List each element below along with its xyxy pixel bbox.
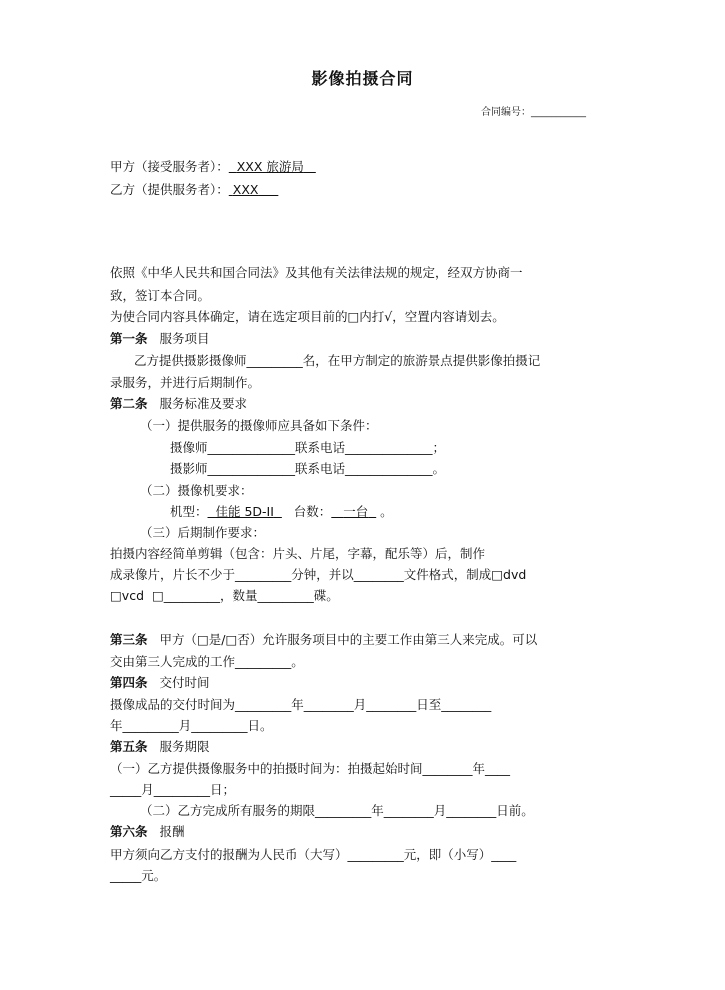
heading-gap [148, 331, 160, 346]
camera-model-line [170, 503, 393, 521]
article-2-line: □vcd □_________，数量_________碟。 [110, 588, 339, 603]
party-b-prefix: 乙方（提供服务者）： [110, 182, 229, 197]
party-a-line [110, 158, 316, 176]
model-value-underline-trail [274, 504, 282, 519]
article-1-line: 录服务，并进行后期制作。 [110, 375, 261, 390]
line-end-punct: 。 [376, 504, 393, 519]
article-1-line: 乙方提供摄影摄像师_________名，在甲方制定的旅游景点提供影像拍摄记 [134, 353, 541, 368]
article-3-line: 交由第三人完成的工作_________。 [110, 654, 304, 669]
count-value-underline-lead [331, 504, 343, 519]
article-2-heading [110, 395, 247, 413]
model-value: 佳能 5D-II [215, 504, 274, 519]
heading-gap [148, 396, 160, 411]
article-4-heading [110, 674, 209, 692]
count-label: 台数： [293, 504, 332, 519]
party-a-value: XXX 旅游局 [236, 159, 304, 174]
model-label: 机型： [170, 504, 208, 519]
article-6-line: 甲方须向乙方支付的报酬为人民币（大写）_________元，即（小写）____ [110, 847, 517, 862]
article-5-line: （二）乙方完成所有服务的期限_________年________月________日前。 [140, 803, 534, 818]
article-4-title: 交付时间 [159, 675, 210, 690]
article-3-label: 第三条 [110, 632, 148, 647]
article-2-line: 成录像片，片长不少于_________分钟，并以________文件格式，制成□dvd [110, 567, 527, 582]
heading-gap [148, 824, 160, 839]
article-2-subsection: （三）后期制作要求： [140, 525, 266, 540]
count-value: 一台 [343, 504, 369, 519]
article-5-line: _____月_________日； [110, 782, 236, 797]
intro-line: 致，签订本合同。 [110, 288, 211, 303]
party-b-value: XXX [232, 182, 259, 197]
article-5-line: （一）乙方提供摄像服务中的拍摄时间为：拍摄起始时间________年____ [110, 761, 511, 776]
party-b-underline-trail [258, 182, 278, 197]
article-6-heading [110, 823, 184, 841]
contract-number: 合同编号：___________ [481, 107, 586, 118]
article-3-text: 甲方（□是/□否）允许服务项目中的主要工作由第三人来完成。可以 [159, 632, 538, 647]
article-5-heading [110, 738, 209, 756]
article-2-line: 拍摄内容经简单剪辑（包含：片头、片尾，字幕，配乐等）后，制作 [110, 546, 486, 561]
heading-gap [148, 675, 160, 690]
article-2-label: 第二条 [110, 396, 148, 411]
article-6-label: 第六条 [110, 824, 148, 839]
party-a-prefix: 甲方（接受服务者）： [110, 159, 229, 174]
intro-line: 为使合同内容具体确定，请在选定项目前的□内打√，空置内容请划去。 [110, 309, 505, 324]
article-1-title: 服务项目 [159, 331, 210, 346]
article-2-title: 服务标准及要求 [159, 396, 247, 411]
article-3-line [110, 631, 537, 649]
article-2-line: 摄影师______________联系电话______________。 [170, 461, 446, 476]
field-gap [282, 504, 294, 519]
party-a-underline-trail [304, 159, 316, 174]
intro-line: 依照《中华人民共和国合同法》及其他有关法律法规的规定，经双方协商一 [110, 265, 523, 280]
heading-gap [148, 739, 160, 754]
article-6-title: 报酬 [159, 824, 185, 839]
article-4-line: 年_________月_________日。 [110, 718, 273, 733]
party-a-underline-lead [229, 159, 237, 174]
article-4-line: 摄像成品的交付时间为_________年________月________日至________ [110, 697, 492, 712]
article-2-line: 摄像师______________联系电话______________； [170, 440, 446, 455]
heading-gap [148, 632, 160, 647]
article-5-title: 服务期限 [159, 739, 210, 754]
party-b-line [110, 181, 278, 199]
document-title: 影像拍摄合同 [311, 69, 414, 88]
article-5-label: 第五条 [110, 739, 148, 754]
article-1-label: 第一条 [110, 331, 148, 346]
article-2-subsection: （一）提供服务的摄像师应具备如下条件： [140, 418, 378, 433]
article-2-subsection: （二）摄像机要求： [140, 483, 253, 498]
article-6-line: _____元。 [110, 868, 167, 883]
article-1-heading [110, 330, 209, 348]
count-value-underline-trail [368, 504, 376, 519]
article-4-label: 第四条 [110, 675, 148, 690]
